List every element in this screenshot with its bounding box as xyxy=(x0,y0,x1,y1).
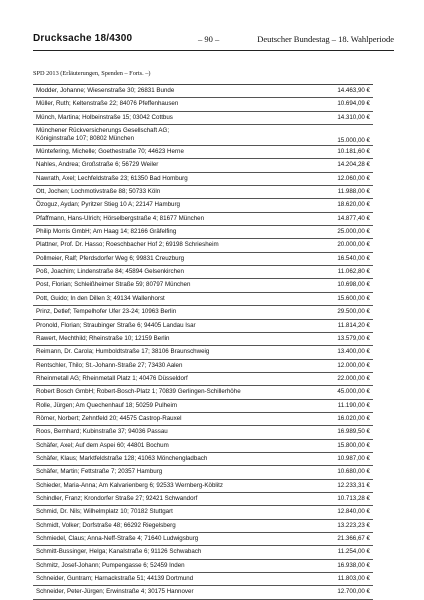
donor-name-line: Pott, Guido; In den Dillen 3; 49134 Wallenhorst xyxy=(36,294,165,302)
donation-amount: 11.254,00 € xyxy=(337,548,370,556)
donor-name xyxy=(36,346,209,358)
table-row xyxy=(33,146,373,159)
donation-amount: 14.463,90 € xyxy=(337,87,370,94)
table-row xyxy=(33,360,373,373)
donor-name xyxy=(36,98,178,110)
table-row xyxy=(33,493,373,506)
donor-name xyxy=(36,127,169,143)
donor-name xyxy=(36,400,177,412)
donor-name-line: Özoguz, Aydan; Pyritzer Stieg 10 A; 22147 Hamburg xyxy=(36,201,180,209)
donation-amount: 25.000,00 € xyxy=(337,228,370,236)
donation-amount: 29.500,00 € xyxy=(337,308,370,316)
donor-name-line: Pfaffmann, Hans-Ulrich; Hörselbergstraße 4; 81677 München xyxy=(36,214,205,222)
donation-amount: 45.000,00 € xyxy=(337,388,370,396)
donor-name-line: Post, Florian; Schleißheimer Straße 59; 80797 München xyxy=(36,281,191,289)
table-row xyxy=(33,426,373,439)
donation-amount: 16.020,00 € xyxy=(337,414,370,422)
donor-name-line: Müntefering, Michelle; Goethestraße 70; 44623 Herne xyxy=(36,148,184,156)
donor-name xyxy=(36,360,182,372)
donor-name-line: Schneider, Peter-Jürgen; Erwinstraße 4; 30175 Hannover xyxy=(36,588,194,596)
donor-name-line: Schmitz, Josef-Johann; Pumpengasse 6; 52459 Inden xyxy=(36,561,185,569)
donation-amount: 20.000,00 € xyxy=(337,241,370,249)
donor-name-line: Schäfer, Martin; Fettstraße 7; 20357 Hamburg xyxy=(36,468,163,476)
donor-name-line: Schneider, Guntram; Harnackstraße 51; 44139 Dortmund xyxy=(36,575,194,583)
donor-name xyxy=(36,279,190,291)
publisher-label: Deutscher Bundestag – 18. Wahlperiode xyxy=(257,34,394,44)
document-number xyxy=(33,33,132,44)
donor-name xyxy=(36,440,169,452)
donor-name xyxy=(36,226,176,238)
table-row xyxy=(33,98,373,111)
donor-name-line: Schäfer, Klaus; Marktfeldstraße 128; 41063 Mönchengladbach xyxy=(36,454,208,462)
donation-amount: 12.840,00 € xyxy=(337,508,370,516)
table-row xyxy=(33,573,373,586)
donor-name xyxy=(36,320,196,332)
donor-name-line: Rawert, Mechthild; Rheinstraße 10; 12159 Berlin xyxy=(36,334,170,342)
table-row xyxy=(33,400,373,413)
donor-name xyxy=(36,373,188,385)
donation-amount: 11.190,00 € xyxy=(337,401,370,409)
table-row xyxy=(33,125,373,146)
donor-name xyxy=(36,146,184,158)
donor-name xyxy=(36,253,184,265)
donation-amount: 10.181,60 € xyxy=(337,148,370,156)
donation-amount: 12.060,00 € xyxy=(337,174,370,182)
donation-amount: 12.000,00 € xyxy=(337,361,370,369)
donation-amount: 16.540,00 € xyxy=(337,254,370,262)
donor-name xyxy=(36,199,180,211)
donor-name-line: Schmid, Dr. Nils; Wilhelmplatz 10; 70182 Stuttgart xyxy=(36,508,173,516)
document-label: Drucksache 18/ xyxy=(33,33,110,44)
donor-name xyxy=(36,413,181,425)
donor-name xyxy=(36,186,160,198)
section-title: SPD 2013 (Erläuterungen, Spenden – Forts. –) xyxy=(33,70,151,77)
donor-name xyxy=(36,239,219,251)
donor-name-line: Münch, Martina; Holbeinstraße 15; 03042 Cottbus xyxy=(36,113,173,121)
donor-name xyxy=(36,426,168,438)
donation-amount: 16.989,50 € xyxy=(337,428,370,436)
donor-name xyxy=(36,112,173,124)
donor-name xyxy=(36,85,174,97)
donor-name-line: Schindler, Franz; Krondorfer Straße 27; 92421 Schwandorf xyxy=(36,494,198,502)
donor-name-line: Poß, Joachim; Lindenstraße 84; 45894 Gelsenkirchen xyxy=(36,268,184,276)
donation-amount: 13.400,00 € xyxy=(337,348,370,356)
donor-name xyxy=(36,266,184,278)
donation-amount: 16.938,00 € xyxy=(337,561,370,569)
table-row xyxy=(33,506,373,519)
page-header xyxy=(33,33,394,51)
table-row xyxy=(33,480,373,493)
table-row xyxy=(33,586,373,599)
donor-name xyxy=(36,293,165,305)
donation-amount: 10.713,28 € xyxy=(337,494,370,502)
donation-amount: 10.680,00 € xyxy=(337,468,370,476)
table-row xyxy=(33,346,373,359)
donor-name xyxy=(36,573,193,585)
donor-name xyxy=(36,213,204,225)
donor-name xyxy=(36,333,169,345)
donation-amount: 14.877,40 € xyxy=(337,214,370,222)
donation-amount: 15.000,00 € xyxy=(337,136,370,144)
donation-amount: 12.700,00 € xyxy=(337,588,370,596)
donor-name xyxy=(36,159,158,171)
donation-amount: 11.062,80 € xyxy=(337,268,370,276)
donor-name-line: Müller, Ruth; Keltenstraße 22; 84076 Pfeffenhausen xyxy=(36,100,179,108)
table-row xyxy=(33,560,373,573)
donor-name xyxy=(36,533,198,545)
table-row xyxy=(33,440,373,453)
donor-name-line: Rheinmetall AG; Rheinmetall Platz 1; 40476 Düsseldorf xyxy=(36,374,188,382)
table-row xyxy=(33,239,373,252)
table-row xyxy=(33,112,373,125)
donor-name xyxy=(36,520,176,532)
donor-name-line: Prinz, Detlef; Tempelhofer Ufer 23-24; 10963 Berlin xyxy=(36,308,177,316)
donor-name xyxy=(36,386,241,398)
donor-name xyxy=(36,453,207,465)
donor-name-line: Rentschler, Thilo; St.-Johann-Straße 27; 73430 Aalen xyxy=(36,361,183,369)
donation-amount: 15.600,00 € xyxy=(337,294,370,302)
donor-name-line: Nawrath, Axel; Lechfeldstraße 23; 61350 Bad Homburg xyxy=(36,174,188,182)
donor-name-line: Rolle, Jürgen; Am Quechenhauf 18; 50259 Pulheim xyxy=(36,401,178,409)
table-row xyxy=(33,266,373,279)
donation-amount: 10.987,00 € xyxy=(337,454,370,462)
table-row xyxy=(33,293,373,306)
donor-name-line: Römer, Norbert; Zehntfeld 20; 44575 Castrop-Rauxel xyxy=(36,414,182,422)
donation-amount: 18.620,00 € xyxy=(337,201,370,209)
donation-amount: 11.803,00 € xyxy=(337,575,370,583)
donation-amount: 13.223,23 € xyxy=(337,521,370,529)
donor-name xyxy=(36,480,223,492)
donation-amount: 14.204,28 € xyxy=(337,161,370,169)
donor-name-line: Modder, Johanne; Wiesenstraße 30; 26831 Bunde xyxy=(36,87,175,94)
donor-name-line: Schmidt, Volker; Dorfstraße 48; 66292 Riegelsberg xyxy=(36,521,176,529)
donor-name-line: Pollmeier, Ralf; Pferdsdorfer Weg 6; 99831 Creuzburg xyxy=(36,254,185,262)
table-row xyxy=(33,453,373,466)
table-row xyxy=(33,333,373,346)
donor-name-line: Plattner, Prof. Dr. Hasso; Roeschbacher Hof 2; 69198 Schriesheim xyxy=(36,241,219,249)
donation-amount: 11.988,00 € xyxy=(337,188,370,196)
table-row xyxy=(33,213,373,226)
donation-amount: 13.579,00 € xyxy=(337,334,370,342)
donor-name-line: Ott, Jochen; Lochmotivstraße 88; 50733 Köln xyxy=(36,188,161,196)
donor-name-line: Nahles, Andrea; Großstraße 6; 56729 Weiler xyxy=(36,161,159,169)
donor-name-line: Reimann, Dr. Carola; Humboldtstraße 17; 38106 Braunschweig xyxy=(36,348,210,356)
table-row xyxy=(33,306,373,319)
donor-name xyxy=(36,306,176,318)
donation-amount: 14.310,00 € xyxy=(337,113,370,121)
donation-amount: 12.233,31 € xyxy=(337,481,370,489)
table-row xyxy=(33,173,373,186)
donor-name xyxy=(36,586,194,598)
donor-name-line: Schmitt-Bussinger, Helga; Kanalstraße 6; 91126 Schwabach xyxy=(36,548,202,556)
table-row xyxy=(33,199,373,212)
donor-name-line: Münchener Rückversicherungs Gesellschaft AG; xyxy=(36,127,170,135)
donor-name xyxy=(36,506,173,518)
table-row xyxy=(33,226,373,239)
table-row xyxy=(33,320,373,333)
table-row xyxy=(33,253,373,266)
document-number-value: 4300 xyxy=(109,33,133,44)
table-row xyxy=(33,466,373,479)
table-row xyxy=(33,386,373,399)
table-row xyxy=(33,533,373,546)
table-row xyxy=(33,159,373,172)
donor-name-line: Roos, Bernhard; Kubinstraße 37; 94036 Passau xyxy=(36,428,168,436)
donor-name xyxy=(36,546,201,558)
donor-name xyxy=(36,466,162,478)
table-row xyxy=(33,373,373,386)
donations-table xyxy=(33,84,373,600)
donation-amount: 10.698,00 € xyxy=(337,281,370,289)
donor-name-line: Schmiedel, Claus; Anna-Neff-Straße 4; 71640 Ludwigsburg xyxy=(36,535,199,542)
donor-name-line: Königinstraße 107; 80802 München xyxy=(36,134,135,142)
donor-name-line: Philip Morris GmbH; Am Haag 14; 82166 Gräfelfing xyxy=(36,228,177,236)
donor-name xyxy=(36,493,197,505)
header-rule xyxy=(33,50,394,51)
page-number: – 90 – xyxy=(198,34,220,44)
donor-name xyxy=(36,560,185,572)
donor-name-line: Robert Bosch GmbH; Robert-Bosch-Platz 1; 70839 Gerlingen-Schillerhöhe xyxy=(36,388,241,396)
table-row xyxy=(33,186,373,199)
table-row xyxy=(33,520,373,533)
donor-name-line: Pronold, Florian; Straubinger Straße 6; 94405 Landau Isar xyxy=(36,321,196,329)
donor-name-line: Schäfer, Axel; Auf dem Aspei 60; 44801 Bochum xyxy=(36,441,169,449)
table-row xyxy=(33,546,373,559)
donation-amount: 15.800,00 € xyxy=(337,441,370,449)
table-row xyxy=(33,279,373,292)
donor-name xyxy=(36,173,188,185)
table-row xyxy=(33,413,373,426)
donor-name-line: Schieder, Maria-Anna; Am Kalvarienberg 6; 92533 Wernberg-Köblitz xyxy=(36,481,223,489)
donation-amount: 10.694,09 € xyxy=(337,100,370,108)
donation-amount: 21.366,67 € xyxy=(337,535,370,542)
donation-amount: 11.814,20 € xyxy=(337,321,370,329)
donation-amount: 22.000,00 € xyxy=(337,374,370,382)
table-row xyxy=(33,85,373,98)
